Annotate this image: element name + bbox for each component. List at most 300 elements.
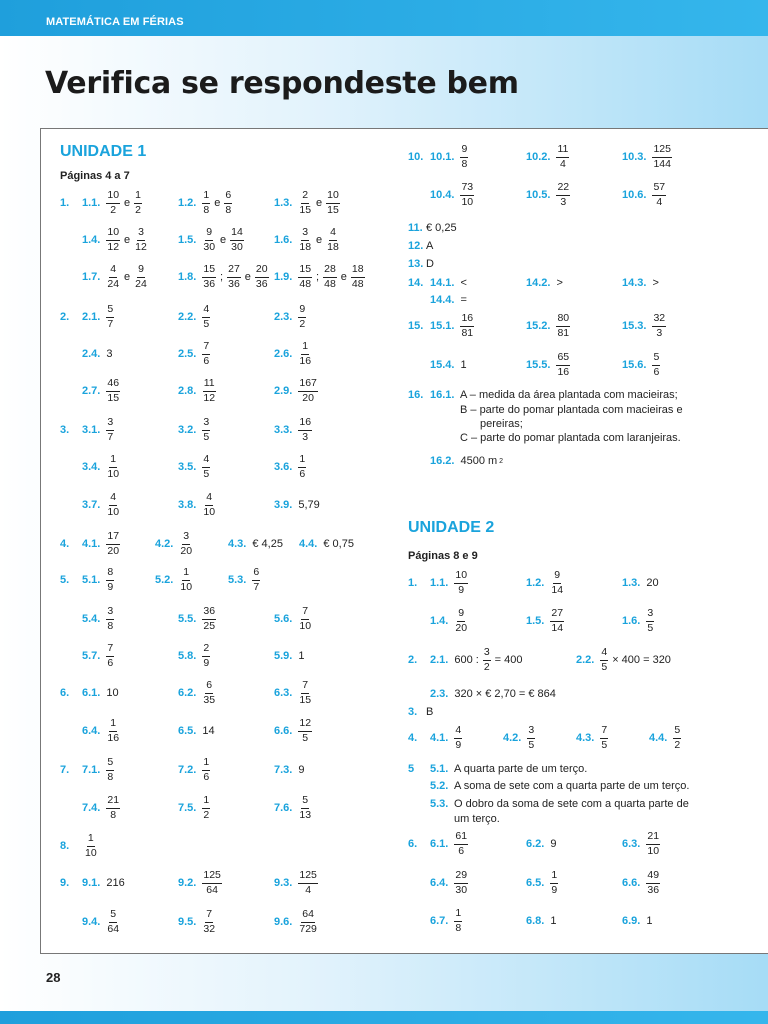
answer-label-text [430, 388, 454, 402]
fraction [454, 908, 462, 933]
fraction [550, 608, 564, 633]
fraction [179, 531, 193, 556]
fraction [106, 531, 120, 556]
page-number: 28 [46, 970, 61, 985]
fraction-denominator: 64 [107, 922, 120, 935]
fraction [298, 870, 318, 895]
fraction-numerator: 2 [301, 190, 309, 203]
answer-label-text [430, 797, 448, 811]
question-number: 3. [408, 705, 418, 718]
fraction-denominator: 30 [231, 240, 243, 253]
fraction [454, 570, 468, 595]
answer-label: 5.2. [155, 573, 174, 586]
answer-item [178, 604, 218, 634]
fraction-denominator: 10 [647, 844, 660, 857]
answer-item [82, 490, 122, 520]
answer-item [526, 268, 565, 298]
answer-item [622, 829, 662, 859]
fraction [460, 313, 474, 338]
answer-item [178, 490, 218, 520]
fraction-denominator: 6 [458, 844, 465, 857]
fraction [326, 190, 340, 215]
fraction-denominator: 4 [305, 883, 312, 896]
fraction-denominator: 16 [299, 354, 312, 367]
fraction-numerator: 3 [137, 227, 145, 240]
fraction-numerator: 7 [301, 606, 309, 619]
answer-item [178, 868, 224, 898]
fraction [652, 313, 666, 338]
answer-item [274, 188, 342, 218]
question-number-wrap [60, 678, 69, 708]
fraction-denominator: 6 [203, 354, 210, 367]
answer-item [274, 415, 314, 445]
answer-label: 4.2. [155, 537, 174, 550]
answer-item [274, 907, 320, 937]
fraction-denominator: 36 [255, 277, 268, 290]
question-number-wrap [60, 868, 69, 898]
fraction-numerator: 64 [301, 909, 315, 922]
fraction [646, 608, 654, 633]
answer-item [430, 606, 470, 636]
answer-item [274, 225, 342, 255]
fraction-numerator: 5 [301, 795, 309, 808]
answer-label: 4.2. [503, 731, 522, 744]
fraction-denominator: 8 [461, 157, 468, 170]
answer-label: 4.4. [649, 731, 668, 744]
question-number: 12. [408, 239, 424, 252]
fraction [298, 680, 312, 705]
fraction-denominator: 9 [455, 738, 462, 751]
fraction-numerator: 1 [202, 190, 210, 203]
fraction-numerator: 10 [454, 570, 468, 583]
answer-label: 5.6. [274, 612, 293, 625]
fraction [454, 870, 468, 895]
fraction-numerator: 6 [224, 190, 232, 203]
question-number-wrap [60, 831, 69, 861]
fraction-numerator: 15 [298, 264, 312, 277]
answer-item [178, 755, 212, 785]
answer-label: 5.7. [82, 649, 101, 662]
fraction-numerator: 16 [298, 417, 312, 430]
answer-label: 3.9. [274, 498, 293, 511]
answer-item [622, 311, 668, 341]
separator: ; [220, 270, 224, 283]
fraction [483, 647, 491, 672]
answer-item [274, 716, 314, 746]
fraction-denominator: 7 [107, 317, 114, 330]
fraction [556, 352, 570, 377]
answer-label: 4.1. [430, 731, 449, 744]
fraction-numerator: 32 [652, 313, 666, 326]
answer-item [82, 302, 116, 332]
fraction-numerator: 5 [673, 725, 681, 738]
question-number: 6. [60, 686, 70, 699]
answer-value: 10 [106, 686, 119, 699]
answer-label: 1.7. [82, 270, 101, 283]
answer-label: 6.6. [622, 876, 641, 889]
answer-label: 1.6. [622, 614, 641, 627]
answer-item [178, 188, 234, 218]
answer-label: 2.9. [274, 384, 293, 397]
answer-value: 14 [202, 724, 215, 737]
fraction-numerator: 167 [298, 378, 318, 391]
fraction-numerator: 4 [109, 264, 117, 277]
answer-value: > [556, 276, 563, 289]
answer-label: 1.4. [430, 614, 449, 627]
answer-item [82, 452, 122, 482]
fraction-denominator: 16 [107, 731, 120, 744]
fraction [298, 227, 312, 252]
fraction-denominator: 5 [528, 738, 535, 751]
fraction-numerator: 3 [527, 725, 535, 738]
fraction [550, 570, 564, 595]
answer-label: 7.3. [274, 763, 293, 776]
answer-item [274, 452, 308, 482]
fraction [106, 227, 120, 252]
fraction-denominator: 30 [203, 240, 216, 253]
fraction [454, 608, 468, 633]
fraction-numerator: 9 [457, 608, 465, 621]
fraction-numerator: 12 [298, 718, 312, 731]
fraction [323, 264, 337, 289]
answer-item [622, 350, 662, 380]
answer-label: 5.2. [430, 780, 449, 792]
answer-item [274, 604, 314, 634]
answer-label: 3.1. [82, 423, 101, 436]
answer-label: 3.3. [274, 423, 293, 436]
answer-label: 6.3. [274, 686, 293, 699]
fraction [202, 870, 222, 895]
answer-label: 15.2. [526, 319, 551, 332]
fraction-numerator: 21 [646, 831, 660, 844]
answer-item [82, 907, 122, 937]
answer-label: 9.4. [82, 915, 101, 928]
answer-item [526, 350, 572, 380]
fraction [106, 190, 120, 215]
question-number-wrap [408, 142, 423, 172]
answer-label: 10.2. [526, 150, 551, 163]
fraction-numerator: 36 [202, 606, 216, 619]
fraction [652, 352, 660, 377]
conjunction: e [244, 270, 251, 283]
answer-item [430, 723, 464, 753]
answer-label: 5.4. [82, 612, 101, 625]
fraction-denominator: 9 [203, 656, 210, 669]
fraction [298, 606, 312, 631]
answer-label: 2.7. [82, 384, 101, 397]
answer-label: 7.2. [178, 763, 197, 776]
answer-value: € 4,25 [252, 537, 283, 550]
answer-item [622, 568, 661, 598]
fraction-numerator: 29 [454, 870, 468, 883]
fraction-denominator: 6 [653, 365, 660, 378]
answer-item [274, 793, 314, 823]
answer-label: 1.2. [178, 196, 197, 209]
answer-item [82, 678, 121, 708]
fraction-denominator: 5 [302, 731, 309, 744]
question-number-wrap [60, 755, 69, 785]
answer-label: 9.1. [82, 876, 101, 889]
answer-item [82, 188, 144, 218]
fraction-denominator: 32 [203, 922, 216, 935]
answer-item [274, 302, 308, 332]
fraction-numerator: 1 [550, 870, 558, 883]
fraction-denominator: 8 [225, 203, 232, 216]
fraction [351, 264, 365, 289]
fraction-denominator: 30 [455, 883, 468, 896]
fraction-denominator: 36 [647, 883, 660, 896]
fraction-denominator: 8 [455, 921, 462, 934]
fraction-denominator: 8 [203, 203, 210, 216]
fraction-numerator: 73 [460, 182, 474, 195]
fraction-denominator: 9 [551, 883, 558, 896]
question-number: 16. [408, 388, 424, 401]
fraction-denominator: 144 [653, 157, 671, 170]
fraction [202, 417, 210, 442]
fraction-denominator: 48 [351, 277, 364, 290]
fraction-denominator: 10 [107, 467, 120, 480]
answer-label: 14.1. [430, 276, 455, 289]
fraction-denominator: 20 [302, 391, 314, 404]
question-number: 1. [408, 576, 418, 589]
answer-item [274, 339, 314, 369]
fraction [652, 182, 666, 207]
page-title: Verifica se respondeste bem [45, 66, 519, 101]
answer-label: 2.1. [430, 653, 449, 666]
answer-value: 3 [106, 347, 113, 360]
fraction-denominator: 20 [180, 544, 193, 557]
fraction-numerator: 3 [182, 531, 190, 544]
fraction [298, 304, 306, 329]
fraction [460, 144, 468, 169]
fraction-denominator: 15 [327, 203, 339, 216]
answer-label: 9.2. [178, 876, 197, 889]
answer-item [622, 606, 656, 636]
answer-item [82, 376, 122, 406]
fraction-numerator: 5 [652, 352, 660, 365]
answer-label: 2.6. [274, 347, 293, 360]
fraction-numerator: 4 [109, 492, 117, 505]
fraction [106, 643, 114, 668]
answer-label: 2.8. [178, 384, 197, 397]
separator: ; [316, 270, 320, 283]
question-number-wrap [408, 568, 417, 598]
fraction-denominator: 14 [551, 621, 564, 634]
superscript: 2 [499, 457, 504, 465]
answer-item [649, 723, 683, 753]
answer-label: 6.4. [430, 876, 449, 889]
fraction-denominator: 12 [107, 240, 120, 253]
answer-item [526, 568, 566, 598]
fraction-numerator: 7 [106, 643, 114, 656]
answer-label: 1.3. [274, 196, 293, 209]
answer-label: 7.1. [82, 763, 101, 776]
fraction-denominator: 6 [299, 467, 306, 480]
fraction [202, 606, 216, 631]
fraction-denominator: 15 [107, 391, 120, 404]
question-number: 4. [408, 731, 418, 744]
fraction-numerator: 2 [202, 643, 210, 656]
fraction-numerator: 27 [227, 264, 241, 277]
fraction [454, 725, 462, 750]
answer-label: 5.3. [430, 798, 449, 810]
fraction-numerator: 1 [109, 454, 117, 467]
fraction [202, 909, 216, 934]
answer-label: 6.3. [622, 837, 641, 850]
fraction-numerator: 27 [550, 608, 564, 621]
answer-item [526, 606, 566, 636]
answer-item [430, 142, 470, 172]
answer-label: 2.3. [430, 687, 449, 700]
fraction-numerator: 1 [87, 833, 95, 846]
answer-label: 16.1. [430, 389, 455, 401]
conjunction: e [220, 233, 227, 246]
answer-label: 6.6. [274, 724, 293, 737]
answer-item [178, 452, 212, 482]
answer-value: 320 × € 2,70 = € 864 [454, 687, 556, 700]
fraction-denominator: 24 [107, 277, 120, 290]
fraction [673, 725, 681, 750]
question-number-wrap [408, 829, 417, 859]
answer-label: 5.8. [178, 649, 197, 662]
question-number-wrap [408, 723, 417, 753]
fraction-denominator: 5 [647, 621, 654, 634]
fraction-numerator: 6 [205, 680, 213, 693]
fraction-denominator: 729 [299, 922, 317, 935]
conjunction: e [316, 196, 323, 209]
answer-label: 2.2. [576, 653, 595, 666]
question-number: 9. [60, 876, 70, 889]
fraction-numerator: 11 [556, 144, 569, 157]
fraction [106, 454, 120, 479]
question-number: 3. [60, 423, 70, 436]
fraction-numerator: 1 [182, 567, 190, 580]
fraction [202, 304, 210, 329]
answer-label: 6.9. [622, 914, 641, 927]
fraction [202, 341, 210, 366]
answer-item [178, 376, 218, 406]
fraction-denominator: 16 [557, 365, 570, 378]
answer-item [178, 716, 217, 746]
answer-label: 3.2. [178, 423, 197, 436]
answer-item [622, 180, 668, 210]
answer-value: B [426, 705, 434, 718]
answer-label: 1.6. [274, 233, 293, 246]
fraction-numerator: 10 [326, 190, 340, 203]
fraction-numerator: 1 [134, 190, 142, 203]
fraction-denominator: 36 [228, 277, 240, 290]
answer-label: 3.6. [274, 460, 293, 473]
answer-label: 6.5. [178, 724, 197, 737]
fraction [298, 454, 306, 479]
fraction-numerator: 1 [202, 795, 210, 808]
question-number-wrap [408, 380, 423, 410]
answer-item [178, 415, 212, 445]
fraction [460, 182, 474, 207]
fraction-denominator: 5 [601, 660, 608, 673]
answer-item [178, 641, 212, 671]
fraction-numerator: 1 [301, 341, 309, 354]
answer-label: 1.5. [178, 233, 197, 246]
question-number-wrap [60, 302, 69, 332]
answer-label: 14.3. [622, 276, 647, 289]
fraction [202, 492, 216, 517]
answer-value: 216 [106, 876, 125, 889]
answer-item [430, 180, 476, 210]
question-number: 8. [60, 839, 70, 852]
fraction-numerator: 9 [460, 144, 468, 157]
fraction-denominator: 64 [206, 883, 218, 896]
fraction-denominator: 15 [299, 693, 312, 706]
question-number-wrap [408, 754, 414, 784]
question-number-wrap [408, 645, 417, 675]
fraction [298, 341, 312, 366]
answer-value: 9 [550, 837, 557, 850]
fraction-numerator: 4 [205, 492, 213, 505]
answer-text: O dobro da soma de sete com a quarta parte de [454, 798, 689, 810]
fraction-denominator: 4 [656, 195, 663, 208]
question-number: 2. [60, 310, 70, 323]
fraction [106, 264, 120, 289]
fraction-numerator: 7 [205, 909, 213, 922]
answer-value: € 0,75 [323, 537, 354, 550]
answer-item [526, 868, 560, 898]
answer-label: 7.6. [274, 801, 293, 814]
answer-item [274, 678, 314, 708]
question-number-wrap [60, 188, 69, 218]
answer-label: 5.9. [274, 649, 293, 662]
fraction-numerator: 9 [553, 570, 561, 583]
fraction [106, 492, 120, 517]
answer-label: 10.4. [430, 188, 455, 201]
answer-label: 1.1. [430, 576, 449, 589]
fraction [550, 870, 558, 895]
fraction-denominator: 14 [551, 583, 564, 596]
fraction-denominator: 18 [327, 240, 339, 253]
answer-item [274, 490, 322, 520]
fraction-denominator: 10 [203, 505, 216, 518]
fraction-denominator: 20 [107, 544, 120, 557]
fraction [84, 833, 98, 858]
header-bar [0, 0, 768, 36]
fraction [298, 417, 312, 442]
answer-label: 2.5. [178, 347, 197, 360]
answer-value: 4500 m [460, 454, 498, 467]
fraction-denominator: 2 [674, 738, 681, 751]
fraction-numerator: 7 [600, 725, 608, 738]
fraction-numerator: 4 [454, 725, 462, 738]
fraction-denominator: 7 [107, 430, 114, 443]
answer-text: = 400 [494, 653, 523, 666]
answer-item [274, 755, 306, 785]
fraction-denominator: 10 [85, 846, 97, 859]
fraction-denominator: 5 [601, 738, 608, 751]
fraction-denominator: 10 [299, 619, 312, 632]
answer-item [178, 678, 218, 708]
answer-label: 15.5. [526, 358, 551, 371]
answer-label: 1.5. [526, 614, 545, 627]
answer-value: D [426, 257, 434, 270]
question-number: 6. [408, 837, 418, 850]
answer-item [430, 679, 558, 709]
fraction-denominator: 2 [110, 203, 117, 216]
answer-label: 3.5. [178, 460, 197, 473]
answer-item [178, 339, 212, 369]
answer-item [274, 262, 367, 292]
fraction [106, 567, 114, 592]
question-number-wrap [408, 268, 423, 298]
answer-label: 2.2. [178, 310, 197, 323]
